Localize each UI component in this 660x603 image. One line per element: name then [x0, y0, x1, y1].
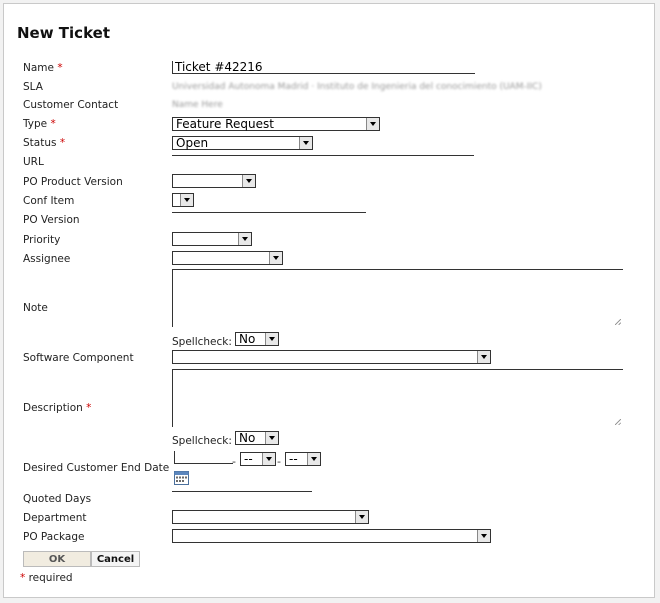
chevron-down-icon[interactable] [366, 118, 379, 130]
po-version-label: PO Version [23, 214, 80, 226]
customer-contact-label: Customer Contact [23, 99, 119, 111]
software-component-label: Software Component [23, 352, 134, 364]
quoted-days-label: Quoted Days [23, 493, 92, 505]
date-separator: - [277, 455, 281, 468]
note-spellcheck-label: Spellcheck: [172, 336, 232, 348]
cancel-button[interactable]: Cancel [91, 551, 140, 567]
po-product-version-label: PO Product Version [23, 176, 123, 188]
ok-button[interactable]: OK [23, 551, 91, 567]
priority-label: Priority [23, 234, 61, 246]
chevron-down-icon[interactable] [242, 175, 255, 187]
chevron-down-icon[interactable] [265, 333, 278, 345]
sla-label: SLA [23, 81, 43, 93]
po-package-label: PO Package [23, 531, 85, 543]
department-label: Department [23, 512, 87, 524]
description-textarea[interactable] [172, 369, 623, 427]
type-label: Type * [23, 118, 56, 130]
chevron-down-icon[interactable] [262, 453, 275, 465]
desired-end-date-month-select[interactable]: -- [240, 452, 276, 466]
conf-item-label: Conf Item [23, 195, 75, 207]
quoted-days-input[interactable] [172, 479, 312, 492]
date-separator: - [232, 455, 236, 468]
chevron-down-icon[interactable] [477, 351, 490, 363]
software-component-select[interactable] [172, 350, 491, 364]
note-spellcheck-select[interactable]: No [235, 332, 279, 346]
chevron-down-icon[interactable] [355, 511, 368, 523]
description-label: Description * [23, 402, 92, 414]
page-title: New Ticket [17, 24, 110, 42]
desired-end-date-label: Desired Customer End Date [23, 462, 170, 474]
note-textarea[interactable] [172, 269, 623, 327]
status-select[interactable]: Open [172, 136, 313, 150]
desired-end-date-day-select[interactable]: -- [285, 452, 321, 466]
url-label: URL [23, 156, 44, 168]
name-label: Name * [23, 62, 63, 74]
name-input[interactable]: Ticket #42216 [172, 61, 475, 74]
description-spellcheck-label: Spellcheck: [172, 435, 232, 447]
status-label: Status * [23, 137, 66, 149]
description-spellcheck-select[interactable]: No [235, 431, 279, 445]
chevron-down-icon[interactable] [265, 432, 278, 444]
customer-contact-value: Name Here [172, 100, 223, 110]
assignee-select[interactable] [172, 251, 283, 265]
department-select[interactable] [172, 510, 369, 524]
chevron-down-icon[interactable] [238, 233, 251, 245]
po-product-version-select[interactable] [172, 174, 256, 188]
chevron-down-icon[interactable] [307, 453, 320, 465]
type-select[interactable]: Feature Request [172, 117, 380, 131]
url-input[interactable] [172, 143, 474, 156]
assignee-label: Assignee [23, 253, 71, 265]
required-note: * required [20, 572, 73, 584]
po-version-input[interactable] [172, 200, 366, 213]
chevron-down-icon[interactable] [477, 530, 490, 542]
note-label: Note [23, 302, 48, 314]
resize-grip-icon[interactable] [615, 319, 621, 325]
desired-end-date-year-input[interactable] [174, 451, 233, 464]
sla-value: Universidad Autonoma Madrid · Instituto de Ingenieria del conocimiento (UAM-IIC) [172, 82, 542, 92]
po-package-select[interactable] [172, 529, 491, 543]
priority-select[interactable] [172, 232, 252, 246]
resize-grip-icon[interactable] [615, 419, 621, 425]
chevron-down-icon[interactable] [269, 252, 282, 264]
